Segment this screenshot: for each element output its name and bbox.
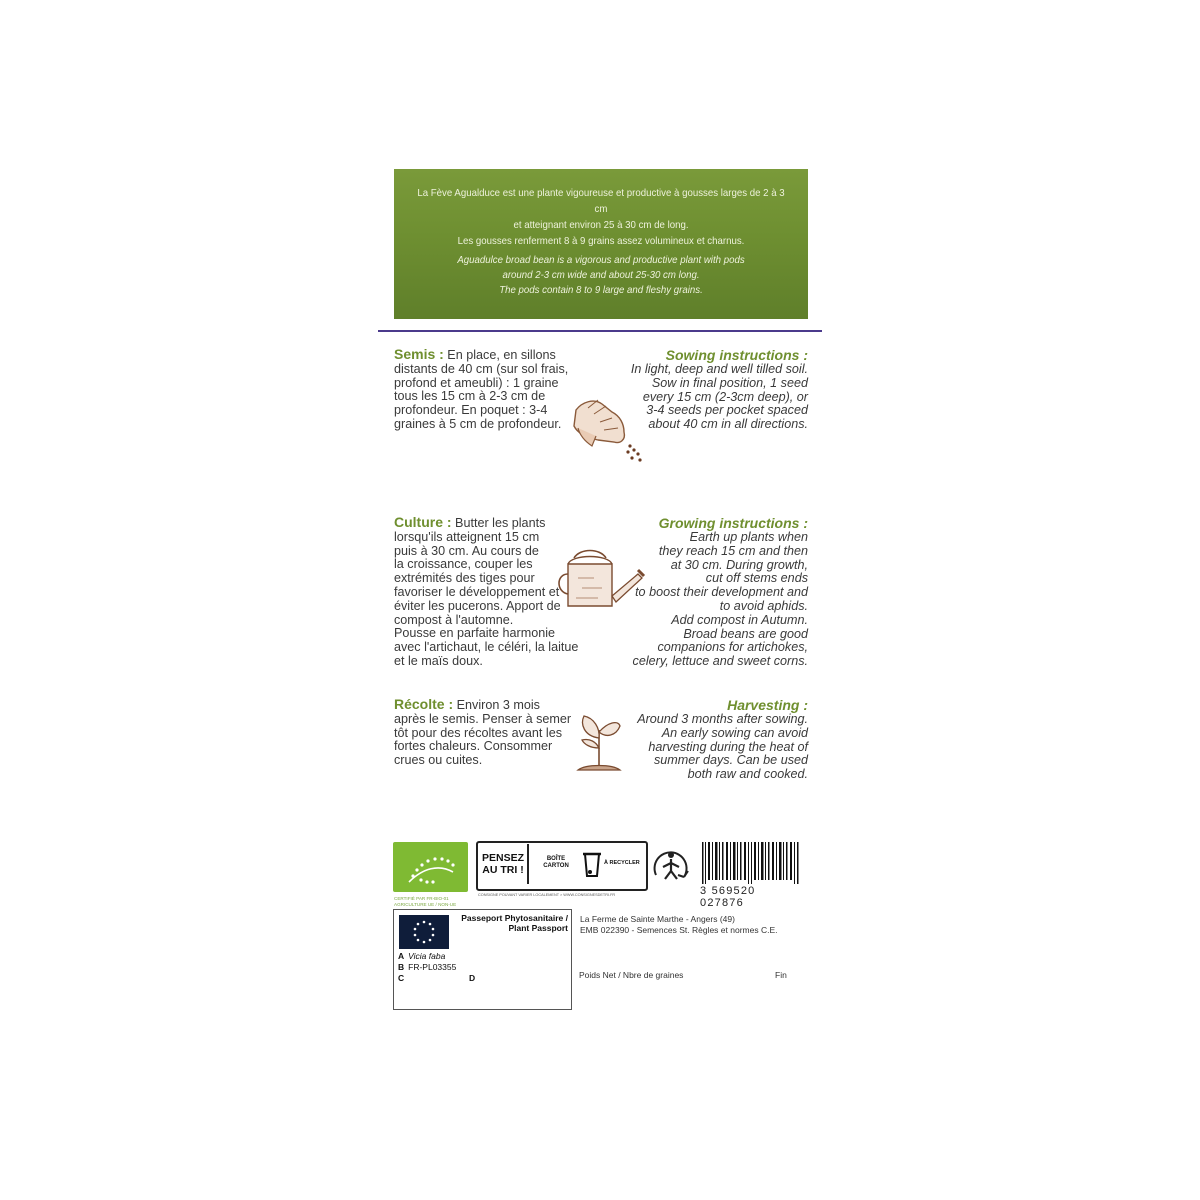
- growing-line: celery, lettuce and sweet corns.: [632, 654, 808, 669]
- recolte-line: Environ 3 mois: [453, 698, 540, 712]
- passport-key: A: [398, 951, 405, 961]
- growing-line: Earth up plants when: [689, 530, 808, 544]
- description-en-line: around 2-3 cm wide and about 25-30 cm long.: [502, 269, 700, 281]
- eu-caption-line: CERTIFIÉ PAR FR-BIO-01: [394, 896, 449, 901]
- culture-line: puis à 30 cm. Au cours de: [394, 543, 539, 558]
- producer-info: [580, 914, 800, 936]
- producer-name: La Ferme de Sainte Marthe - Angers (49): [580, 914, 735, 924]
- culture-line: éviter les pucerons. Apport de: [394, 598, 561, 613]
- semis-label: Semis :: [394, 346, 444, 362]
- eu-organic-caption: [394, 896, 472, 907]
- culture-line: lorsqu'ils atteignent 15 cm: [394, 529, 540, 544]
- sowing-line: Sow in final position, 1 seed: [651, 375, 808, 390]
- triman-icon: [650, 845, 692, 887]
- sowing-line: every 15 cm (2-3cm deep), or: [642, 389, 808, 404]
- passport-line-d: [469, 973, 479, 983]
- semis-section: [394, 348, 584, 432]
- recolte-line: après le semis. Penser à semer: [394, 711, 572, 726]
- eu-organic-logo: [393, 842, 468, 892]
- culture-line: favoriser le développement et: [394, 584, 560, 599]
- eu-stars-icon: [399, 915, 449, 949]
- growing-label: Growing instructions :: [658, 515, 808, 531]
- recolte-line: fortes chaleurs. Consommer: [394, 739, 553, 754]
- sowing-line: 3-4 seeds per pocket spaced: [646, 403, 808, 418]
- description-en: [411, 253, 792, 298]
- producer-reference: EMB 022390 - Semences St. Règles et normes C.E.: [580, 925, 778, 935]
- plant-passport-title: Passeport Phytosanitaire / Plant Passport: [461, 913, 568, 933]
- growing-line: companions for artichokes,: [657, 640, 808, 655]
- culture-line: Pousse en parfaite harmonie: [394, 626, 556, 641]
- semis-line: profond et ameubli) : 1 graine: [394, 375, 559, 390]
- culture-line: compost à l'automne.: [394, 612, 514, 627]
- growing-line: Add compost in Autumn.: [671, 612, 808, 627]
- culture-label: Culture :: [394, 514, 452, 530]
- barcode-icon: [700, 842, 803, 884]
- eu-flag-icon: [399, 915, 449, 949]
- harvesting-line: harvesting during the heat of: [648, 739, 808, 754]
- description-fr: [411, 185, 792, 249]
- boite-carton-label: BOÎTE CARTON: [543, 856, 569, 869]
- passport-line-a: [398, 951, 445, 961]
- description-banner: [394, 169, 808, 319]
- seedling-icon: [574, 708, 624, 774]
- harvesting-section: [612, 698, 808, 782]
- growing-line: at 30 cm. During growth,: [670, 557, 808, 572]
- semis-line: profondeur. En poquet : 3-4: [394, 403, 548, 418]
- passport-value: Vicia faba: [408, 951, 446, 961]
- passport-line-c: [398, 973, 408, 983]
- watering-can-icon: [554, 548, 646, 610]
- sowing-label: Sowing instructions :: [665, 347, 808, 363]
- recolte-line: crues ou cuites.: [394, 753, 483, 768]
- growing-line: to avoid aphids.: [719, 598, 808, 613]
- sowing-line: In light, deep and well tilled soil.: [630, 362, 808, 376]
- culture-line: avec l'artichaut, le céléri, la laitue: [394, 640, 579, 655]
- eu-organic-leaf-icon: [393, 842, 468, 892]
- eu-caption-line: AGRICULTURE UE / NON-UE: [394, 901, 457, 907]
- recycling-bin-icon: [582, 850, 602, 880]
- harvesting-label: Harvesting :: [727, 697, 808, 713]
- description-fr-line: Les gousses renferment 8 à 9 grains assez volumineux et charnus.: [457, 235, 745, 247]
- growing-line: to boost their development and: [635, 585, 808, 600]
- passport-line-b: [398, 962, 456, 972]
- passport-key: C: [398, 973, 405, 983]
- recolte-line: tôt pour des récoltes avant les: [394, 725, 563, 740]
- culture-line: extrémités des tiges pour: [394, 571, 535, 586]
- culture-line: et le maïs doux.: [394, 653, 483, 668]
- sowing-line: about 40 cm in all directions.: [648, 417, 808, 432]
- description-en-line: The pods contain 8 to 9 large and fleshy grains.: [499, 284, 703, 296]
- harvesting-line: both raw and cooked.: [687, 767, 808, 782]
- a-recycler-label: À RECYCLER: [604, 860, 640, 866]
- semis-line: tous les 15 cm à 2-3 cm de: [394, 389, 546, 404]
- semis-line: En place, en sillons: [443, 348, 556, 362]
- growing-line: they reach 15 cm and then: [658, 543, 808, 558]
- growing-line: Broad beans are good: [683, 626, 808, 641]
- passport-key: D: [469, 973, 476, 983]
- harvesting-line: summer days. Can be used: [654, 753, 808, 768]
- semis-line: graines à 5 cm de profondeur.: [394, 416, 562, 431]
- description-fr-line: et atteignant environ 25 à 30 cm de long.: [513, 219, 689, 231]
- culture-line: la croissance, couper les: [394, 557, 533, 572]
- passport-key: B: [398, 962, 405, 972]
- recolte-section: [394, 698, 590, 768]
- sowing-section: [622, 348, 808, 432]
- pensez-au-tri-label: PENSEZ AU TRI !: [479, 844, 529, 884]
- culture-line: Butter les plants: [451, 516, 546, 530]
- description-en-line: Aguadulce broad bean is a vigorous and productive plant with pods: [457, 254, 745, 266]
- recolte-label: Récolte :: [394, 696, 454, 712]
- description-fr-line: La Fève Agualduce est une plante vigoureuse et productive à gousses larges de 2 à 3 cm: [417, 187, 785, 215]
- net-weight-label: Poids Net / Nbre de graines: [579, 970, 684, 980]
- fin-label: Fin: [775, 970, 787, 980]
- sowing-hand-icon: [568, 388, 648, 466]
- growing-line: cut off stems ends: [705, 571, 808, 586]
- consigne-text: CONSIGNE POUVANT VARIER LOCALEMENT > WWW.CONSIGNESDETRI.FR: [478, 893, 616, 897]
- harvesting-line: Around 3 months after sowing.: [637, 712, 808, 726]
- barcode-number: 3 569520 027876: [700, 885, 756, 909]
- harvesting-line: An early sowing can avoid: [661, 725, 808, 740]
- semis-line: distants de 40 cm (sur sol frais,: [394, 361, 569, 376]
- passport-value: FR-PL03355: [408, 962, 457, 972]
- divider: [378, 330, 822, 332]
